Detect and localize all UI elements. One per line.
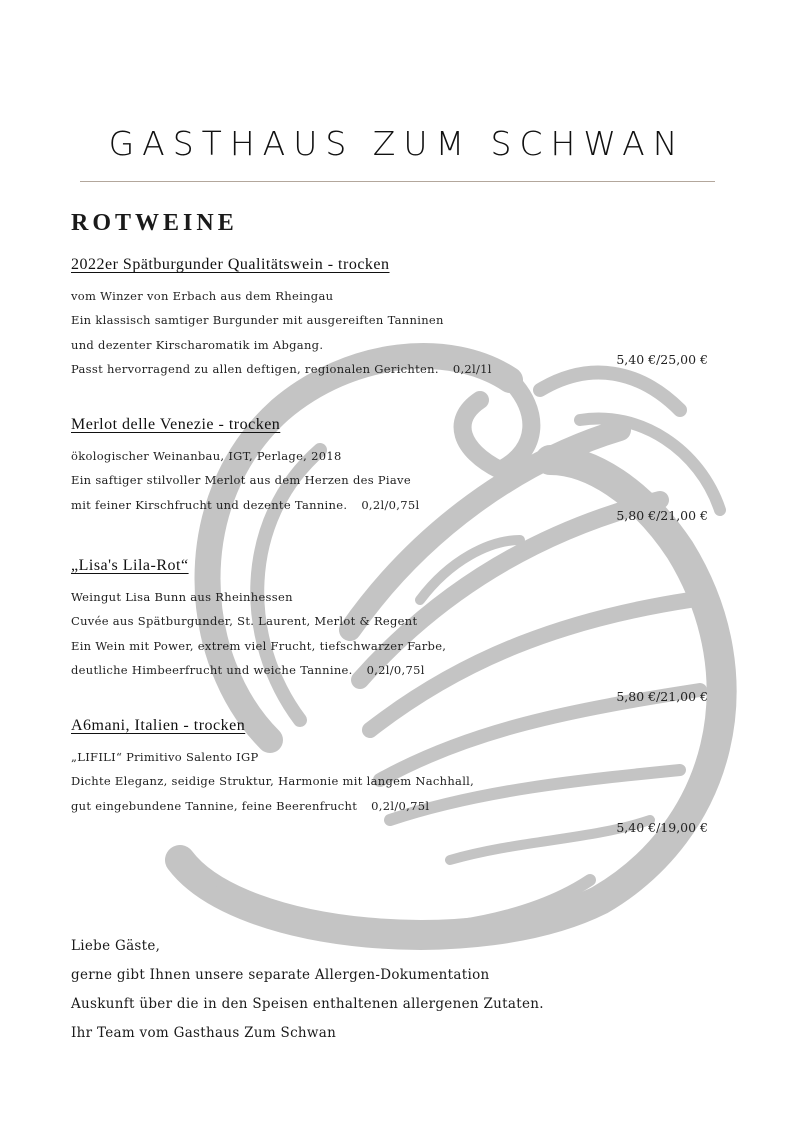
wine-price: 5,40 €/25,00 € (616, 352, 708, 367)
wine-description-line (71, 794, 711, 818)
page-title: GASTHAUS ZUM SCHWAN (108, 124, 686, 163)
wine-description-line: und dezenter Kirscharomatik im Abgang. (71, 337, 324, 352)
wine-price: 5,80 €/21,00 € (616, 689, 708, 704)
wine-description-line: Weingut Lisa Bunn aus Rheinhessen (71, 590, 293, 604)
wine-description-text: deutliche Himbeerfrucht und weiche Tannine. (71, 662, 353, 677)
wine-price: 5,80 €/21,00 € (616, 508, 708, 523)
wine-description-line: „LIFILI“ Primitivo Salento IGP (71, 750, 259, 764)
wine-item (71, 557, 711, 682)
wine-description-line: Ein saftiger stilvoller Merlot aus dem Herzen des Piave (71, 473, 411, 488)
section-title: ROTWEINE (71, 210, 238, 236)
wine-item (71, 416, 711, 517)
allergen-note (71, 932, 544, 1048)
wine-name: Merlot delle Venezie - trocken (71, 416, 281, 433)
wine-description-line (71, 357, 711, 381)
wine-description-line: vom Winzer von Erbach aus dem Rheingau (71, 289, 334, 303)
wine-description-line (71, 658, 711, 682)
title-divider (80, 181, 715, 182)
wine-volume: 0,2l/0,75l (371, 798, 430, 813)
allergen-note-line: Ihr Team vom Gasthaus Zum Schwan (71, 1025, 337, 1041)
wine-price: 5,40 €/19,00 € (616, 820, 708, 835)
wine-name: 2022er Spätburgunder Qualitätswein - trocken (71, 256, 390, 273)
wine-item (71, 717, 711, 818)
wine-volume: 0,2l/0,75l (361, 497, 420, 512)
wine-description-line (71, 493, 711, 517)
wine-name: A6mani, Italien - trocken (71, 717, 246, 734)
wine-volume: 0,2l/0,75l (366, 662, 425, 677)
wine-item (71, 256, 711, 381)
wine-description-line: Dichte Eleganz, seidige Struktur, Harmonie mit langem Nachhall, (71, 774, 475, 789)
wine-description-text: Passt hervorragend zu allen deftigen, regionalen Gerichten. (71, 361, 439, 376)
wine-description-line: ökologischer Weinanbau, IGT, Perlage, 2018 (71, 449, 342, 463)
wine-description-line: Ein Wein mit Power, extrem viel Frucht, tiefschwarzer Farbe, (71, 638, 447, 653)
allergen-note-line: gerne gibt Ihnen unsere separate Allergen-Dokumentation (71, 967, 490, 983)
wine-description-text: mit feiner Kirschfrucht und dezente Tannine. (71, 497, 348, 512)
wine-volume: 0,2l/1l (452, 361, 492, 376)
wine-description-line: Cuvée aus Spätburgunder, St. Laurent, Merlot & Regent (71, 614, 418, 629)
wine-description-text: gut eingebundene Tannine, feine Beerenfrucht (71, 798, 358, 813)
wine-description-line: Ein klassisch samtiger Burgunder mit ausgereiften Tanninen (71, 313, 444, 328)
allergen-note-line: Liebe Gäste, (71, 938, 161, 954)
allergen-note-line: Auskunft über die in den Speisen enthaltenen allergenen Zutaten. (71, 996, 544, 1012)
wine-name: „Lisa's Lila-Rot“ (71, 557, 189, 574)
